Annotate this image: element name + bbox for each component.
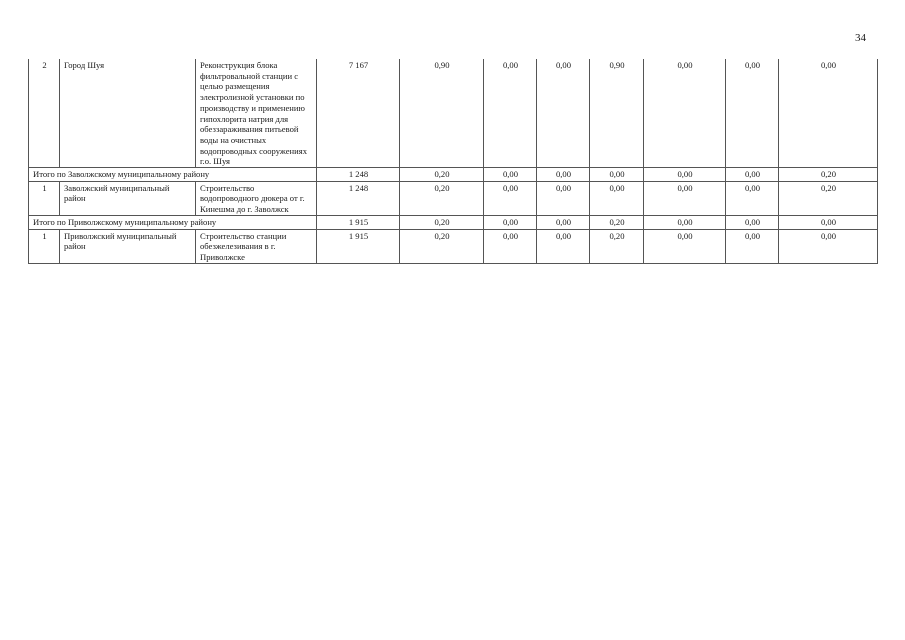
value-cell: 0,20 xyxy=(779,168,878,182)
value-cell: 0,00 xyxy=(590,181,644,215)
cost-value: 1 248 xyxy=(317,181,400,215)
row-number: 2 xyxy=(29,59,60,168)
value-cell: 0,00 xyxy=(644,229,726,263)
value-cell: 0,00 xyxy=(779,229,878,263)
value-cell: 0,20 xyxy=(590,229,644,263)
cost-value: 1 248 xyxy=(317,168,400,182)
subtotal-label: Итого по Заволжскому муниципальному району xyxy=(29,168,317,182)
value-cell: 0,00 xyxy=(590,168,644,182)
value-cell: 0,20 xyxy=(400,229,484,263)
value-cell: 0,00 xyxy=(484,215,537,229)
value-cell: 0,20 xyxy=(400,168,484,182)
row-number: 1 xyxy=(29,181,60,215)
project-description: Реконструкция блока фильтровальной станции с целью размещения электролизной установки по производству и применению гипохлорита натрия для обеззараживания питьевой воды на очистных водопроводных сооружениях г.о. Шуя xyxy=(196,59,317,168)
cost-value: 1 915 xyxy=(317,215,400,229)
value-cell: 0,00 xyxy=(537,229,590,263)
value-cell: 0,00 xyxy=(779,215,878,229)
value-cell: 0,00 xyxy=(726,181,779,215)
investment-table xyxy=(28,59,878,264)
table-row xyxy=(29,59,878,168)
value-cell: 0,00 xyxy=(484,59,537,168)
value-cell: 0,00 xyxy=(726,168,779,182)
municipality-name: Заволжский муниципальный район xyxy=(60,181,196,215)
cost-value: 1 915 xyxy=(317,229,400,263)
value-cell: 0,00 xyxy=(644,59,726,168)
row-number: 1 xyxy=(29,229,60,263)
value-cell: 0,00 xyxy=(644,215,726,229)
value-cell: 0,00 xyxy=(537,215,590,229)
value-cell: 0,00 xyxy=(484,168,537,182)
subtotal-label: Итого по Приволжскому муниципальному району xyxy=(29,215,317,229)
value-cell: 0,20 xyxy=(779,181,878,215)
subtotal-row xyxy=(29,168,878,182)
value-cell: 0,00 xyxy=(779,59,878,168)
project-description: Строительство станции обезжелезивания в г. Приволжске xyxy=(196,229,317,263)
value-cell: 0,90 xyxy=(400,59,484,168)
value-cell: 0,00 xyxy=(644,181,726,215)
page-number: 34 xyxy=(855,32,866,44)
value-cell: 0,20 xyxy=(400,215,484,229)
value-cell: 0,00 xyxy=(537,168,590,182)
value-cell: 0,00 xyxy=(537,181,590,215)
table-row xyxy=(29,181,878,215)
value-cell: 0,00 xyxy=(726,229,779,263)
subtotal-row xyxy=(29,215,878,229)
municipality-name: Город Шуя xyxy=(60,59,196,168)
value-cell: 0,00 xyxy=(484,181,537,215)
value-cell: 0,00 xyxy=(644,168,726,182)
value-cell: 0,00 xyxy=(537,59,590,168)
municipality-name: Приволжский муниципальный район xyxy=(60,229,196,263)
value-cell: 0,00 xyxy=(726,59,779,168)
table-row xyxy=(29,229,878,263)
value-cell: 0,20 xyxy=(590,215,644,229)
value-cell: 0,00 xyxy=(484,229,537,263)
value-cell: 0,00 xyxy=(726,215,779,229)
value-cell: 0,90 xyxy=(590,59,644,168)
value-cell: 0,20 xyxy=(400,181,484,215)
cost-value: 7 167 xyxy=(317,59,400,168)
project-description: Строительство водопроводного дюкера от г. Кинешма до г. Заволжск xyxy=(196,181,317,215)
